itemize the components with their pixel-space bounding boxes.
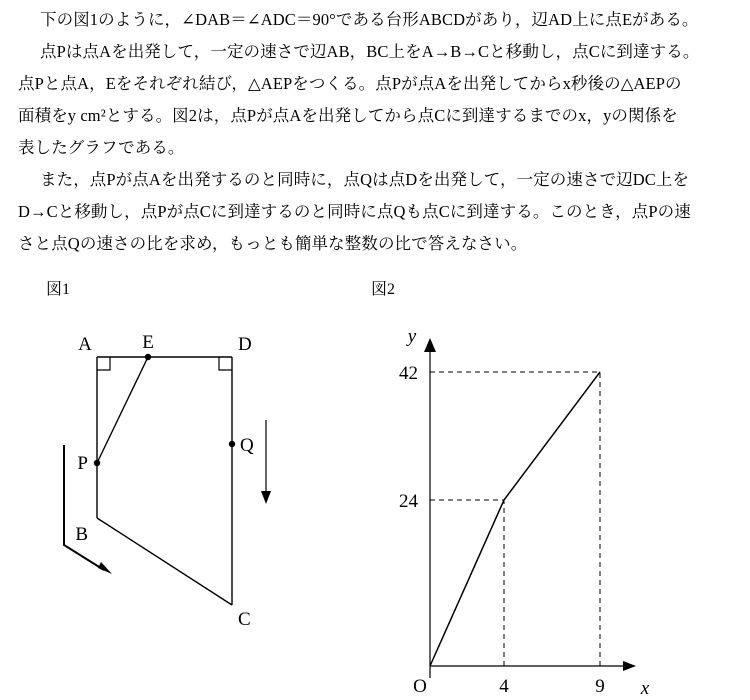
figure1-diagram [0,300,360,700]
point-P-dot [94,460,100,466]
label-P: P [77,453,88,474]
y-axis-arrowhead [424,338,436,352]
statement-line: 表したグラフである。 [18,138,185,157]
point-q-direction-arrow [261,420,271,504]
segment-EP [97,357,148,463]
y-axis-label: y [407,326,417,347]
xtick-label-4: 4 [499,676,509,697]
statement-line: D→Cと移動し，点Pが点Cに到達するのと同時に点Qも点Cに到達する。このとき，点Pの速 [18,202,691,221]
right-angle-mark-A [97,357,110,370]
ytick-label-24: 24 [399,491,418,512]
label-D: D [238,334,252,355]
statement-line: また，点Pが点Aを出発するのと同時に，点Qは点Dを出発して，一定の速さで辺DC上を [40,170,690,189]
statement-line: 下の図1のように，∠DAB＝∠ADC＝90°である台形ABCDがあり，辺AD上に点Eがある。 [40,10,699,29]
origin-label: O [413,676,427,697]
graph-data-line [430,372,600,666]
graph-axes [424,338,636,678]
label-E: E [142,332,154,353]
point-Q-dot [229,441,235,447]
x-axis-arrowhead [623,661,636,671]
segment-CB [97,518,232,605]
problem-statement [18,4,734,260]
figure1-caption: 図1 [46,281,71,298]
guide-lines [430,372,600,666]
trapezoid-outline [97,357,232,605]
x-axis-label: x [640,678,650,699]
xtick-label-9: 9 [595,676,605,697]
figure2-graph [360,300,750,700]
right-angle-mark-D [219,357,232,370]
statement-line: 面積をy cm²とする。図2は，点Pが点Aを出発してから点Cに到達するまでのx，yの関係を [18,106,678,125]
figure2-caption: 図2 [371,281,396,298]
label-C: C [238,609,251,630]
label-Q: Q [240,435,254,456]
statement-line: 点Pと点A，Eをそれぞれ結び，△AEPをつくる。点Pが点Aを出発してからx秒後の△AEPの [18,74,682,93]
point-E-dot [145,354,151,360]
point-p-direction-arrow [64,445,112,574]
statement-line: 点Pは点Aを出発して，一定の速さで辺AB，BC上をA→B→Cと移動し，点Cに到達する。 [40,42,700,61]
label-A: A [78,334,92,355]
ytick-label-42: 42 [399,363,418,384]
statement-line: さと点Qの速さの比を求め，もっとも簡単な整数の比で答えなさい。 [18,234,528,253]
label-B: B [75,524,88,545]
